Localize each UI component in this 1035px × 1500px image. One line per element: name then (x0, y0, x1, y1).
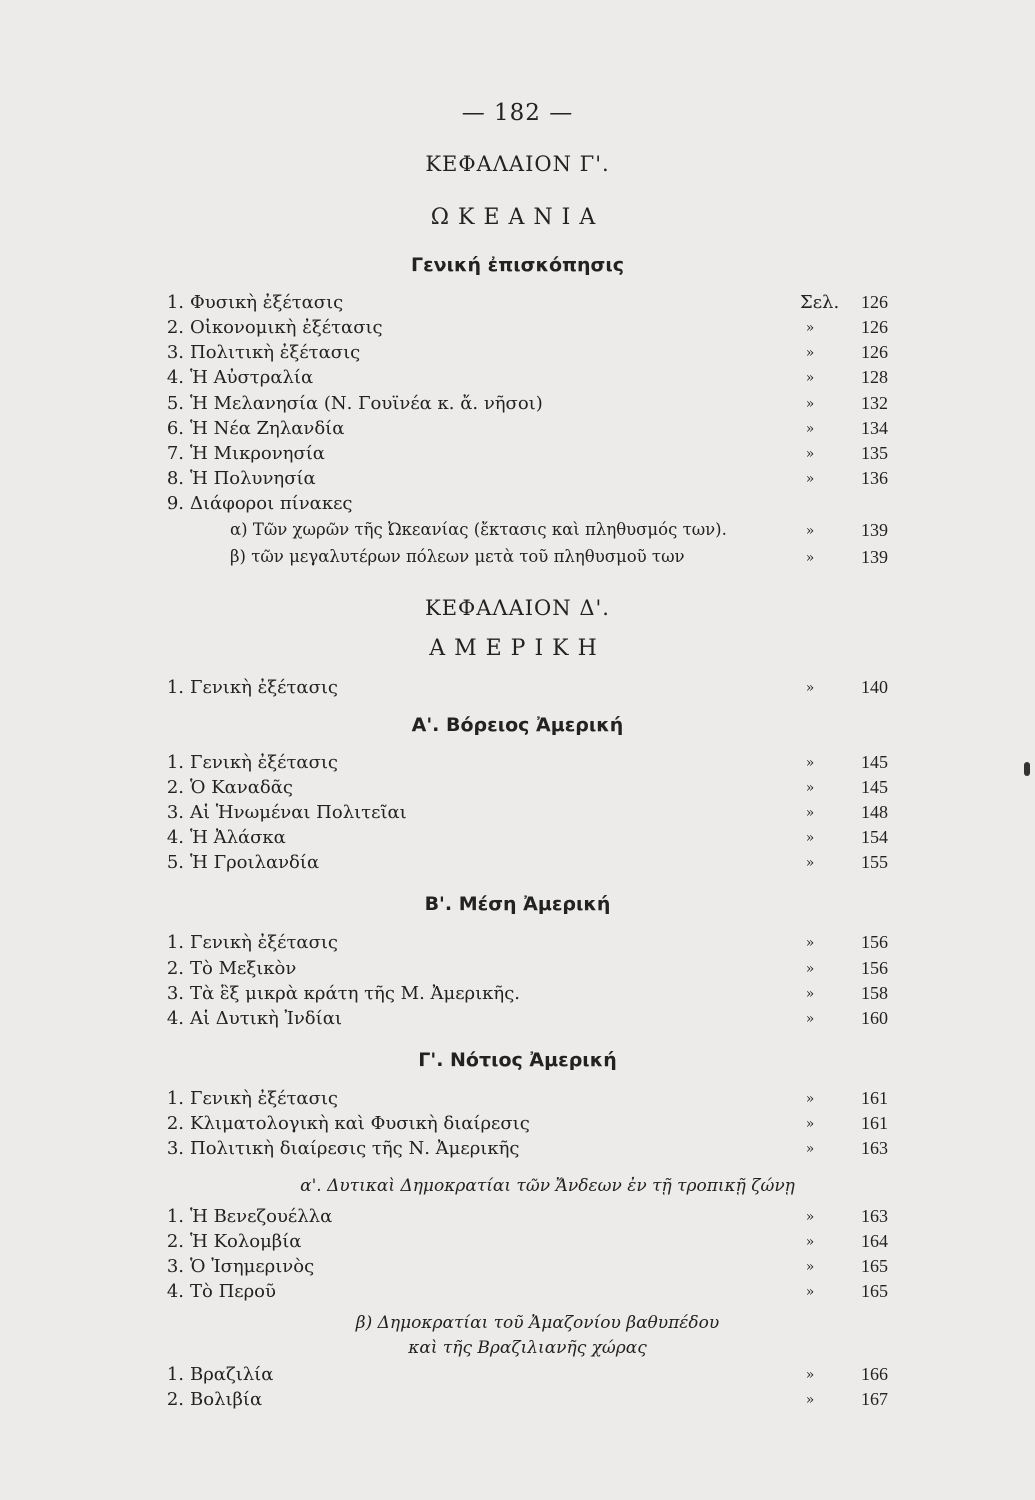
entry-number: 1. (166, 677, 184, 698)
toc-subentry (0, 520, 1035, 546)
entry-page: 160 (861, 1008, 888, 1028)
section-title-oceania: ΩΚΕΑΝΙΑ (430, 205, 605, 230)
ditto-mark: » (805, 1116, 815, 1132)
entry-page: 163 (861, 1138, 888, 1158)
entry-title: Οἰκονομικὴ ἐξέτασις (190, 317, 383, 338)
ditto-mark: » (805, 755, 815, 771)
ditto-mark: » (805, 961, 815, 977)
toc-entry (0, 1256, 1035, 1282)
entry-title: Βολιβία (190, 1389, 263, 1410)
entry-page: 135 (861, 443, 888, 463)
toc-entry (0, 1206, 1035, 1232)
entry-number: 3. (166, 1256, 184, 1277)
toc-entry (0, 827, 1035, 853)
ditto-mark: » (805, 780, 815, 796)
ditto-mark: » (805, 471, 815, 487)
entry-page: 140 (861, 677, 888, 697)
toc-entry (0, 292, 1035, 318)
entry-title: α) Τῶν χωρῶν τῆς Ὠκεανίας (ἔκτασις καὶ πληθυσμός των). (230, 520, 727, 539)
entry-title: Τὰ ἓξ μικρὰ κράτη τῆς Μ. Ἀμερικῆς. (190, 983, 521, 1004)
entry-title: Ἡ Ἀλάσκα (190, 827, 286, 848)
toc-entry (0, 1231, 1035, 1257)
entry-title: Ἡ Αὐστραλία (190, 367, 314, 388)
entry-page: 166 (861, 1364, 888, 1384)
entry-title: Βραζιλία (190, 1364, 274, 1385)
page-abbrev: Σελ. (800, 292, 840, 313)
ditto-mark: » (805, 830, 815, 846)
entry-number: 5. (166, 852, 184, 873)
toc-entry (0, 852, 1035, 878)
entry-title: Φυσικὴ ἐξέτασις (190, 292, 344, 313)
subsection-heading-south-america: Γ'. Νότιος Ἀμερική (418, 1049, 617, 1071)
ditto-mark: » (805, 1367, 815, 1383)
ditto-mark: » (805, 550, 815, 566)
toc-entry (0, 752, 1035, 778)
entry-number: 1. (166, 1206, 184, 1227)
entry-number: 2. (166, 317, 184, 338)
entry-number: 2. (166, 777, 184, 798)
toc-entry (0, 958, 1035, 984)
entry-page: 136 (861, 468, 888, 488)
ditto-mark: » (805, 1141, 815, 1157)
entry-page: 139 (861, 547, 888, 567)
entry-number: 8. (166, 468, 184, 489)
entry-number: 2. (166, 958, 184, 979)
toc-entry (0, 418, 1035, 444)
entry-title: Γενικὴ ἐξέτασις (190, 932, 339, 953)
entry-title: Πολιτικὴ ἐξέτασις (190, 342, 361, 363)
entry-number: 1. (166, 1088, 184, 1109)
toc-entry (0, 1364, 1035, 1390)
entry-title: Γενικὴ ἐξέτασις (190, 752, 339, 773)
entry-page: 161 (861, 1113, 888, 1133)
toc-entry (0, 443, 1035, 469)
toc-entry (0, 367, 1035, 393)
entry-page: 165 (861, 1256, 888, 1276)
toc-entry (0, 777, 1035, 803)
entry-title: Ἡ Νέα Ζηλανδία (190, 418, 345, 439)
entry-title: Αἱ Δυτικὴ Ἰνδίαι (190, 1008, 342, 1029)
toc-entry (0, 677, 1035, 703)
chapter-heading-oceania: ΚΕΦΑΛΑΙΟΝ Γ'. (425, 152, 610, 176)
ditto-mark: » (805, 320, 815, 336)
entry-number: 4. (166, 827, 184, 848)
ditto-mark: » (805, 370, 815, 386)
ditto-mark: » (805, 446, 815, 462)
entry-page: 148 (861, 802, 888, 822)
entry-title: Ἡ Κολομβία (190, 1231, 302, 1252)
entry-title: Πολιτικὴ διαίρεσις τῆς Ν. Ἀμερικῆς (190, 1138, 520, 1159)
entry-title: Κλιματολογικὴ καὶ Φυσικὴ διαίρεσις (190, 1113, 530, 1134)
entry-number: 3. (166, 342, 184, 363)
entry-page: 134 (861, 418, 888, 438)
ditto-mark: » (805, 680, 815, 696)
entry-page: 126 (861, 342, 888, 362)
ditto-mark: » (805, 1259, 815, 1275)
ditto-mark: » (805, 1234, 815, 1250)
ditto-mark: » (805, 1284, 815, 1300)
amazon-subheading-line2: καὶ τῆς Βραζιλιανῆς χώρας (408, 1338, 647, 1358)
toc-entry (0, 983, 1035, 1009)
entry-page: 161 (861, 1088, 888, 1108)
ditto-mark: » (805, 396, 815, 412)
entry-page: 165 (861, 1281, 888, 1301)
ditto-mark: » (805, 1011, 815, 1027)
entry-title: Ἡ Βενεζουέλλα (190, 1206, 333, 1227)
entry-number: 4. (166, 367, 184, 388)
entry-number: 1. (166, 1364, 184, 1385)
entry-number: 3. (166, 983, 184, 1004)
entry-number: 2. (166, 1113, 184, 1134)
toc-subentry (0, 547, 1035, 573)
entry-title: Ὁ Ἰσημερινὸς (190, 1256, 315, 1277)
toc-entry (0, 342, 1035, 368)
entry-title: Γενικὴ ἐξέτασις (190, 1088, 339, 1109)
entry-number: 2. (166, 1231, 184, 1252)
andes-subheading: α'. Δυτικαὶ Δημοκρατίαι τῶν Ἄνδεων ἐν τῇ τροπικῇ ζώνῃ (300, 1176, 795, 1196)
entry-number: 9. (166, 493, 184, 514)
entry-title: Ἡ Μικρονησία (190, 443, 325, 464)
entry-title: Γενικὴ ἐξέτασις (190, 677, 339, 698)
entry-page: 128 (861, 367, 888, 387)
ditto-mark: » (805, 421, 815, 437)
entry-title: Διάφοροι πίνακες (190, 493, 353, 514)
ink-spot (1024, 762, 1030, 776)
entry-page: 167 (861, 1389, 888, 1409)
entry-title: Αἱ Ἡνωμέναι Πολιτεῖαι (190, 802, 407, 823)
entry-title: Ὁ Καναδᾶς (190, 777, 293, 798)
toc-entry (0, 1281, 1035, 1307)
page-number: — 182 — (461, 100, 574, 126)
ditto-mark: » (805, 523, 815, 539)
toc-entry (0, 1008, 1035, 1034)
subsection-heading-central-america: Β'. Μέση Ἀμερική (424, 893, 611, 915)
toc-entry (0, 468, 1035, 494)
entry-number: 7. (166, 443, 184, 464)
entry-page: 126 (861, 317, 888, 337)
toc-entry (0, 393, 1035, 419)
toc-entry (0, 1389, 1035, 1415)
entry-number: 1. (166, 292, 184, 313)
entry-title: Τὸ Μεξικὸν (190, 958, 297, 979)
entry-number: 6. (166, 418, 184, 439)
toc-entry (0, 1113, 1035, 1139)
entry-page: 154 (861, 827, 888, 847)
chapter-heading-america: ΚΕΦΑΛΑΙΟΝ Δ'. (425, 596, 610, 620)
ditto-mark: » (805, 345, 815, 361)
ditto-mark: » (805, 805, 815, 821)
entry-page: 158 (861, 983, 888, 1003)
ditto-mark: » (805, 1091, 815, 1107)
toc-entry (0, 493, 1035, 519)
toc-entry (0, 802, 1035, 828)
section-title-america: ΑΜΕΡΙΚΗ (429, 636, 606, 661)
toc-entry (0, 317, 1035, 343)
entry-page: 126 (861, 292, 888, 312)
entry-number: 1. (166, 752, 184, 773)
ditto-mark: » (805, 1209, 815, 1225)
entry-title: Ἡ Γροιλανδία (190, 852, 320, 873)
toc-entry (0, 1138, 1035, 1164)
entry-title: Ἡ Πολυνησία (190, 468, 316, 489)
entry-page: 132 (861, 393, 888, 413)
ditto-mark: » (805, 935, 815, 951)
entry-page: 145 (861, 752, 888, 772)
entry-page: 156 (861, 958, 888, 978)
toc-entry (0, 1088, 1035, 1114)
entry-page: 139 (861, 520, 888, 540)
ditto-mark: » (805, 855, 815, 871)
ditto-mark: » (805, 986, 815, 1002)
entry-number: 5. (166, 393, 184, 414)
entry-page: 145 (861, 777, 888, 797)
entry-number: 3. (166, 1138, 184, 1159)
subsection-heading-north-america: Α'. Βόρειος Ἀμερική (411, 714, 624, 736)
entry-number: 4. (166, 1008, 184, 1029)
amazon-subheading-line1: β) Δημοκρατίαι τοῦ Ἀμαζονίου βαθυπέδου (355, 1313, 720, 1333)
ditto-mark: » (805, 1392, 815, 1408)
entry-page: 164 (861, 1231, 888, 1251)
entry-title: Τὸ Περοῦ (190, 1281, 276, 1302)
subtitle-general-overview: Γενική ἐπισκόπησις (410, 254, 625, 276)
entry-number: 3. (166, 802, 184, 823)
entry-number: 2. (166, 1389, 184, 1410)
entry-page: 155 (861, 852, 888, 872)
entry-page: 163 (861, 1206, 888, 1226)
entry-title: Ἡ Μελανησία (Ν. Γουϊνέα κ. ἄ. νῆσοι) (190, 393, 543, 414)
entry-number: 4. (166, 1281, 184, 1302)
toc-entry (0, 932, 1035, 958)
entry-page: 156 (861, 932, 888, 952)
entry-title: β) τῶν μεγαλυτέρων πόλεων μετὰ τοῦ πληθυσμοῦ των (230, 547, 685, 566)
entry-number: 1. (166, 932, 184, 953)
